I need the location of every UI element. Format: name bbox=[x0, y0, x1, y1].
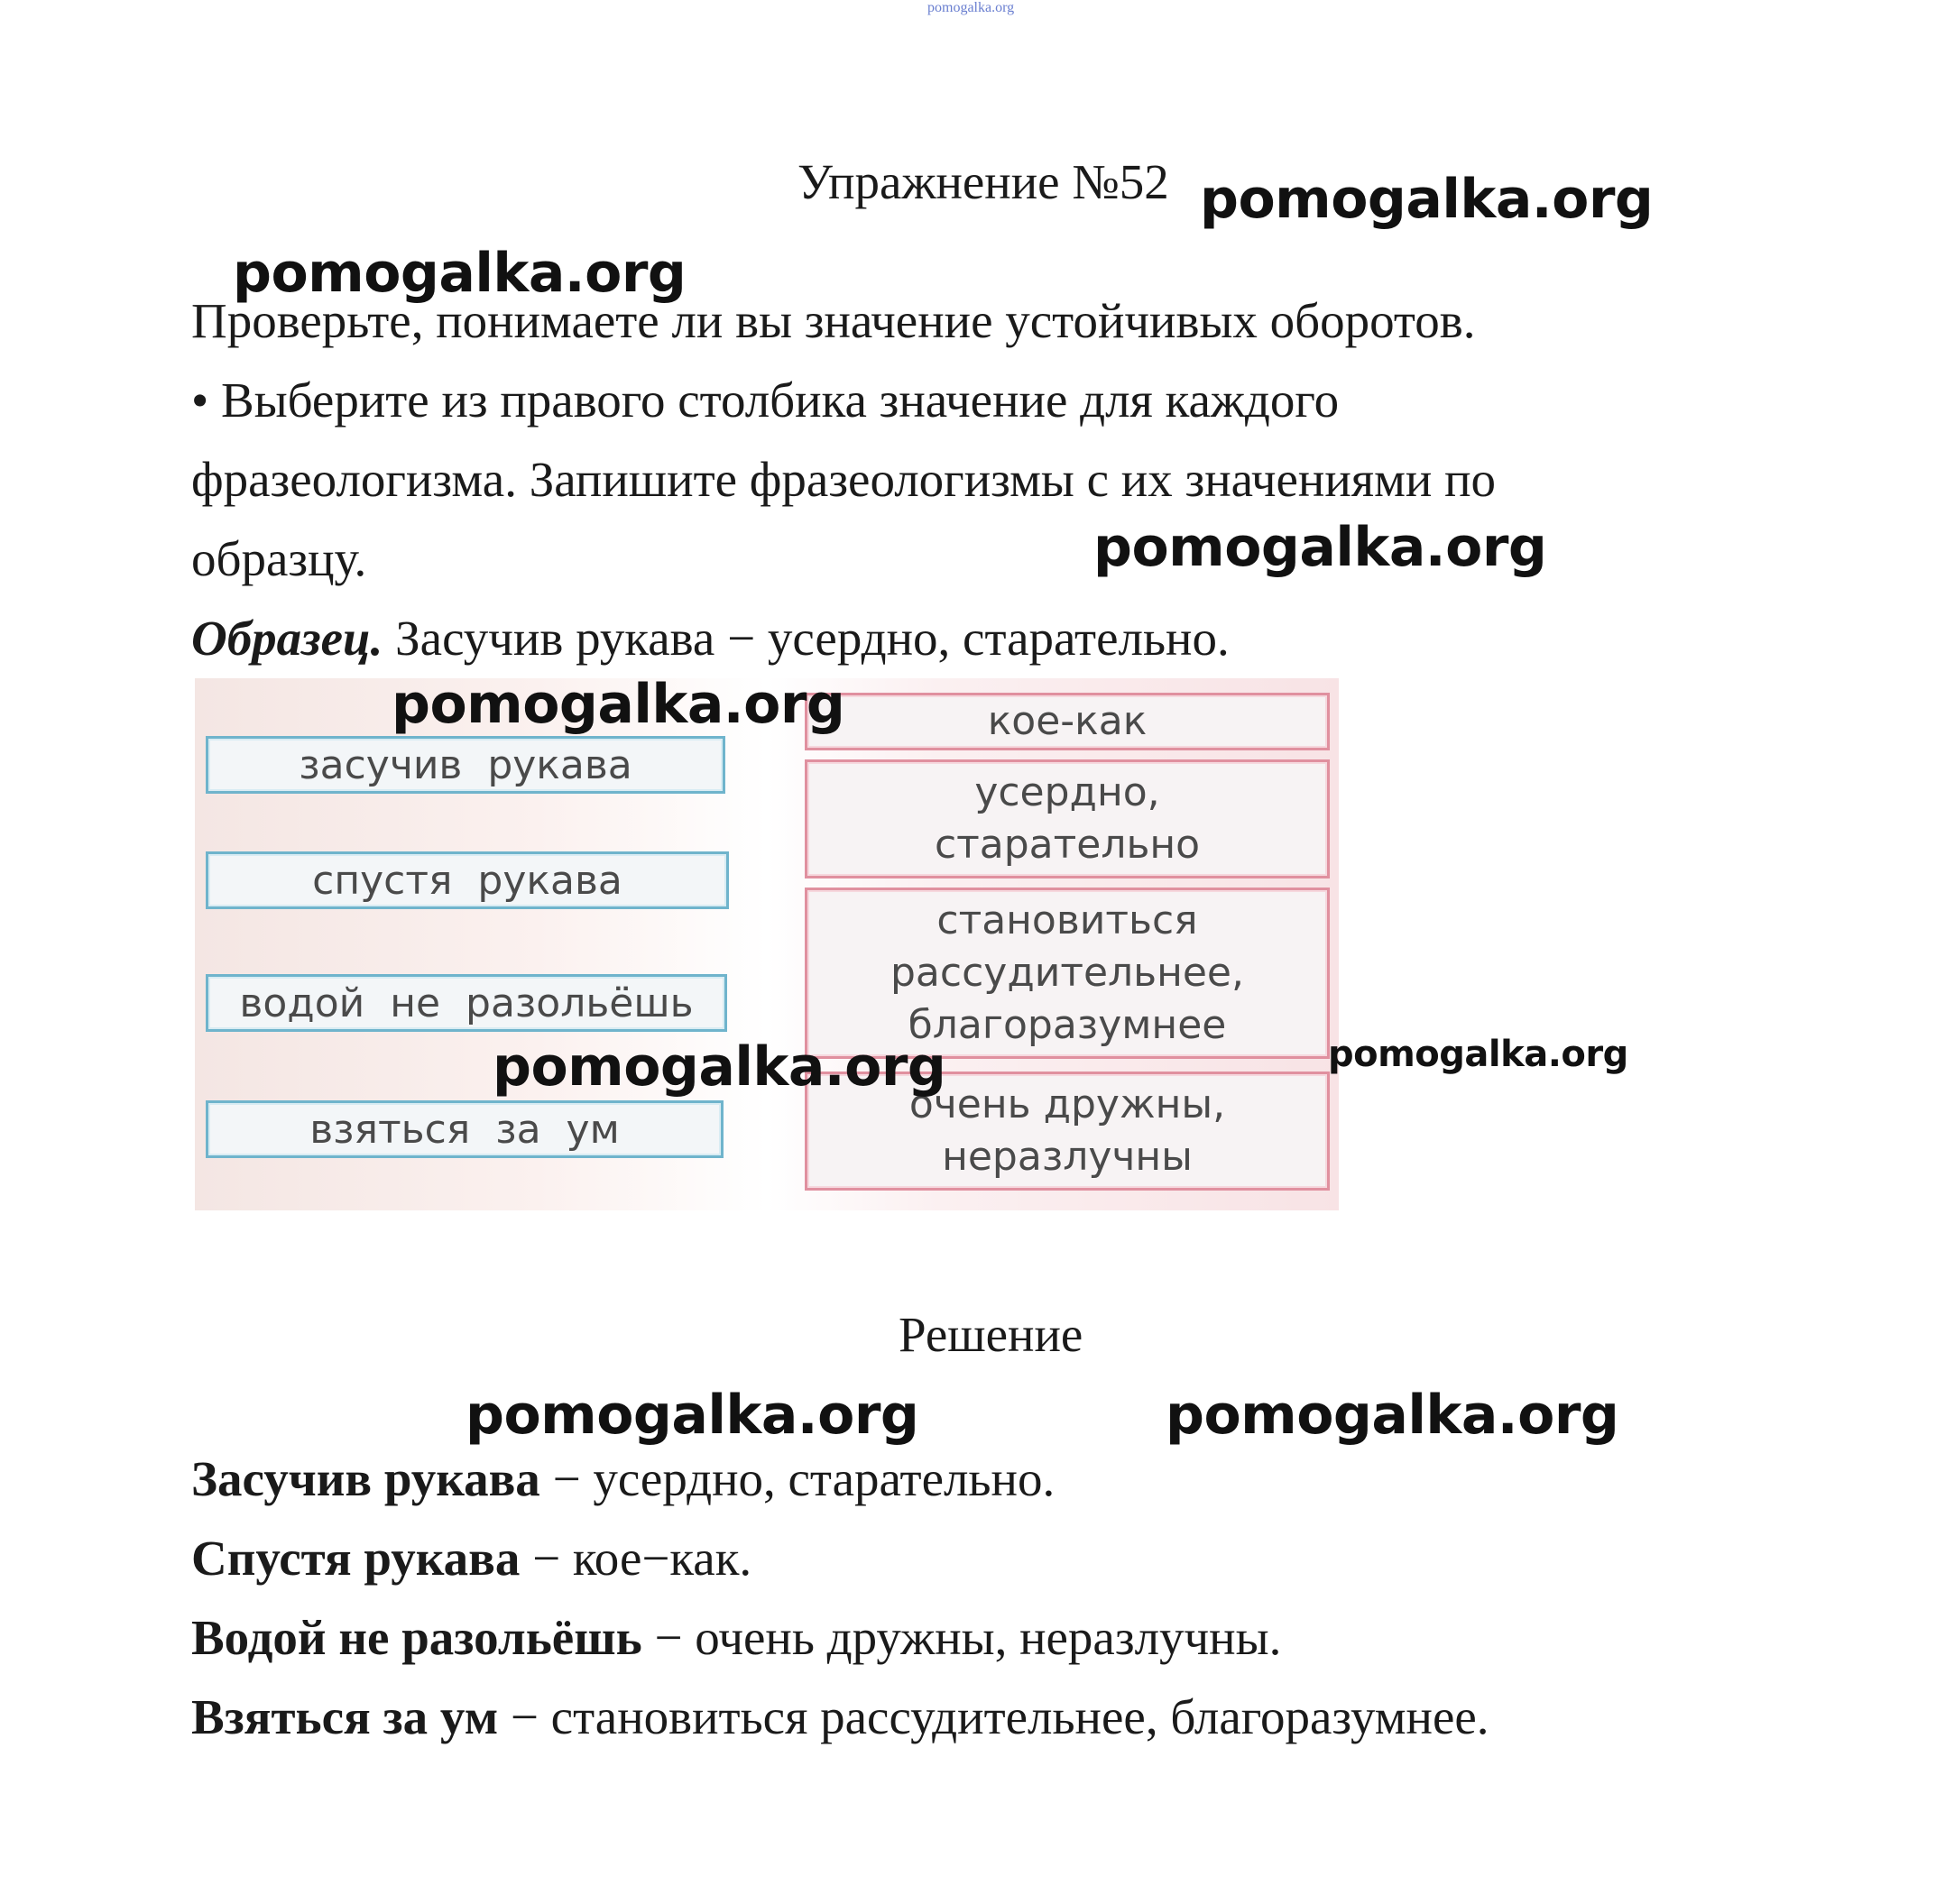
solution-line bbox=[191, 1439, 1055, 1519]
sample-text: Засучив рукава − усердно, старательно. bbox=[383, 611, 1230, 666]
right-meaning-box bbox=[805, 759, 1330, 878]
solution-term: Водой не разольёшь bbox=[191, 1610, 642, 1665]
solution-term: Спустя рукава bbox=[191, 1531, 521, 1586]
solution-meaning: − очень дружны, неразлучны. bbox=[641, 1610, 1282, 1665]
watermark-top: pomogalka.org bbox=[927, 0, 1015, 15]
solution-heading: Решение bbox=[899, 1307, 1083, 1362]
right-meaning-box bbox=[805, 693, 1330, 750]
meaning-line: кое-как bbox=[987, 698, 1148, 744]
sample-label: Образец. bbox=[191, 611, 383, 666]
watermark: pomogalka.org bbox=[493, 1035, 946, 1099]
sample-line bbox=[191, 599, 1230, 678]
right-meaning-box bbox=[805, 888, 1330, 1059]
meaning-line: неразлучны bbox=[942, 1134, 1193, 1180]
watermark: pomogalka.org bbox=[1166, 1384, 1619, 1447]
solution-meaning: − становиться рассудительнее, благоразумнее. bbox=[498, 1689, 1489, 1744]
meaning-line: становиться bbox=[936, 897, 1198, 943]
task-line-4: образцу. bbox=[191, 531, 367, 586]
meaning-line: усердно, bbox=[974, 769, 1160, 815]
meaning-line: рассудительнее, bbox=[890, 950, 1244, 996]
meaning-line: благоразумнее bbox=[908, 1002, 1227, 1048]
solution-line bbox=[191, 1519, 751, 1598]
solution-term: Взяться за ум bbox=[191, 1689, 499, 1744]
left-phrase-box: взяться за ум bbox=[206, 1100, 724, 1158]
solution-term: Засучив рукава bbox=[191, 1451, 540, 1506]
page-title: Упражнение №52 bbox=[797, 154, 1169, 209]
left-phrase-box: водой не разольёшь bbox=[206, 974, 727, 1032]
task-line-1: Проверьте, понимаете ли вы значение устойчивых оборотов. bbox=[191, 293, 1476, 348]
watermark: pomogalka.org bbox=[233, 242, 687, 305]
solution-meaning: − усердно, старательно. bbox=[539, 1451, 1056, 1506]
left-phrase-box: засучив рукава bbox=[206, 736, 725, 794]
left-phrase-box: спустя рукава bbox=[206, 851, 729, 909]
watermark: pomogalka.org bbox=[1328, 1034, 1628, 1075]
watermark: pomogalka.org bbox=[466, 1384, 919, 1447]
textbook-picture bbox=[195, 678, 1339, 1210]
watermark: pomogalka.org bbox=[392, 673, 845, 736]
task-line-2: • Выберите из правого столбика значение для каждого bbox=[191, 373, 1340, 428]
meaning-line: старательно bbox=[934, 822, 1201, 868]
solution-line bbox=[191, 1598, 1281, 1678]
solution-line bbox=[191, 1678, 1489, 1757]
watermark: pomogalka.org bbox=[1200, 168, 1654, 231]
meaning-line: очень дружны, bbox=[908, 1081, 1226, 1127]
task-line-3: фразеологизма. Запишите фразеологизмы с их значениями по bbox=[191, 452, 1497, 507]
watermark: pomogalka.org bbox=[1093, 516, 1547, 579]
solution-meaning: − кое−как. bbox=[520, 1531, 752, 1586]
